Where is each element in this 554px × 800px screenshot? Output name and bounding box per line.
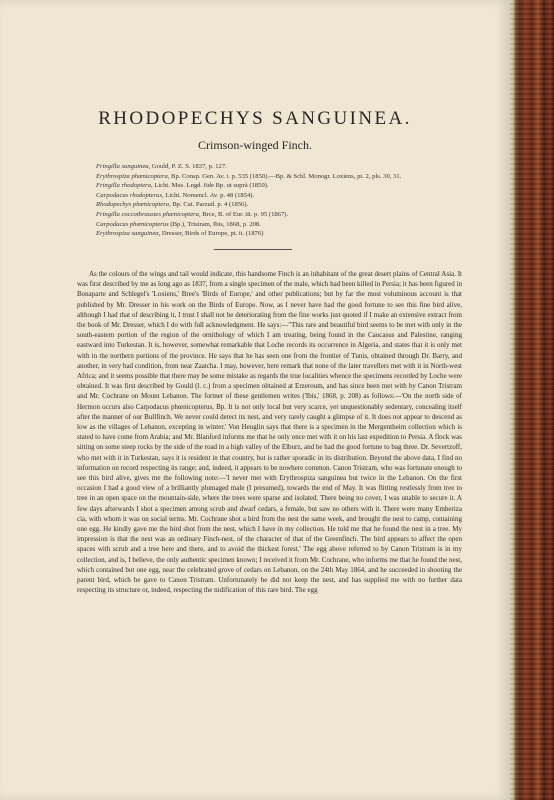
synonym-entry [96, 162, 496, 172]
synonym-entry [96, 181, 496, 191]
synonym-reference: , Dresser, Birds of Europe, pt. ii. (1876) [158, 230, 264, 238]
synonym-entry [96, 210, 496, 220]
synonym-name: Fringilla coccothraustes phœnicoptera [96, 210, 199, 218]
synonym-reference: , Brce, B. of Eur. iii. p. 95 (1867). [198, 210, 289, 218]
page-subtitle: Crimson-winged Finch. [198, 138, 312, 152]
book-binding-edge [510, 0, 554, 800]
synonym-reference: , Bp. Cat. Parzud. p. 4 (1856). [169, 201, 249, 209]
synonym-reference: (Bp.), Tristram, Ibis, 1868, p. 208. [168, 220, 261, 228]
synonym-reference: , Bp. Consp. Gen. Av. i. p. 535 (1850).—Bp. & Schl. Monogr. Loxiens, pt. 2, pls. 30, 31. [167, 172, 402, 180]
section-divider [214, 249, 292, 250]
synonym-name: Erythrospiza phœnicoptera [96, 172, 168, 180]
synonym-reference: , Gould, P. Z. S. 1837, p. 127. [148, 163, 227, 170]
body-paragraph: As the colours of the wings and tail would indicate, this handsome Finch is an inhabitant of the great desert plains of Central Asia. It was first described by me as long ago as 1837, from a single specimen of the male, which had been killed in Persia; it has been figured in Bonaparte and Schlegel's 'Loxiens,' Bree's 'Birds of Europe,' and other publications; but by far the most voluminous account is that published by Mr. Dresser in his work on the Birds of Europe. Now, as I never have had the good fortune to see this fine bird alive, although I had that of describing it, I trust I shall not be deteriorating from the fine works just quoted if I make an extensive extract from the book of Mr. Dresser, which I do with full acknowledgment. He says:—"This rare and beautiful bird seems to be met with only in the south-eastern portion of the region of the ornithology of which I am treating, being found in the Caucasus and Palestine, ranging eastward into Turkestan. It is, however, somewhat remarkable that Loche records its occurrence in Algeria, and states that it is only met with in the northern portions of the province. He says that he has seen one from the frontier of Tunis, obtained through Dr. Barry, and another, in very bad condition, from near Zaatcha. I may, however, here remark that none of the later travellers met with it in North-west Africa; and it seems possible that there may be some mistake as regards the true localities whence the specimens recorded by Loche were obtained. It was first described by Gould (l. c.) from a specimen obtained at Erzeroum, and has since been met with by Canon Tristram and Mr. Cochrane on Mount Lebanon. The former of these gentlemen writes ('Ibis,' 1868, p. 208) as follows:—'On the north side of Hermon occurs also Carpodacus phœnicopterus, Bp. It is not only local but very scarce, yet unquestionably sedentary, concealing itself after the manner of our Bullfinch. We never could detect its nest, and very rarely caught a glimpse of it. It does not appear to descend as low as the villages of Lebanon, excepting in winter.' Von Heuglin says that there is a specimen in the Mergentheim collection which is stated to have come from Arabia; and Mr. Blanford informs me that he only once met with it on his last expedition to Persia. A flock was sitting on some steep rocks by the side of the road in a high valley of the Elburz, and he had the good fortune to bag three. Dr. Severtzoff, who met with it in Turkestan, says it is resident in that country, but is rather sporadic in its distribution. Beyond the above data, I find no information on record respecting its range; and, indeed, it appears to be nowhere common. Canon Tristram, who was fortunate enough to see this bird alive, gives me the following note:—'I never met with Erythrospiza sanguinea but twice in the Lebanon. On the first occasion I had a good view of a brilliantly plumaged male (I presumed), towards the end of May. It was flitting restlessly from tree to tree in an open space on the mountain-side, where the trees were sparse and isolated. There being no cover, I was unable to secure it. A few days afterwards I shot a specimen among scrub and dwarf cedars, a female, but saw no others with it. There were many Emberiza cia, with whom it was on social terms. Mr. Cochrane shot a bird from the nest the same week, and brought the nest to camp, containing one egg. He kindly gave me the bird shot from the nest, which I have in my collection. He told me that he found the nest in a tree. My impression is that the nest was an ordinary Finch-nest, of the character of that of the Greenfinch. The bird appears to affect the open spaces with scrub and a tree here and there, and to avoid the thickest forest.' The egg above referred to by Canon Tristram is in my collection, and is, I believe, the only authentic specimen known; I received it from Mr. Cochrane, who informs me that he found the nest, which contained but one egg, near the celebrated grove of cedars on Lebanon, on the 24th May 1864, and he succeeded in shooting the parent bird, which he gave to Canon Tristram. Unfortunately he did not keep the nest, and has supplied me with no further data respecting its structure or, indeed, respecting the nidification of this rare bird. The egg [77, 270, 462, 595]
synonym-entry [96, 229, 496, 239]
body-text [77, 269, 462, 596]
synonym-reference: , Licht. Nomencl. Av. p. 48 (1854). [162, 191, 255, 199]
page-title: RHODOPECHYS SANGUINEA. [98, 108, 412, 129]
synonym-name: Rhodopechys phœnicoptera [96, 201, 170, 209]
synonym-entry [96, 220, 496, 230]
synonym-name: Fringilla sanguinea [96, 163, 149, 170]
synonym-name: Carpodacus phœnicopterus [96, 220, 169, 228]
synonym-entry [96, 200, 496, 210]
synonym-name: Fringilla rhodoptera [96, 182, 152, 190]
synonym-name: Carpodacus rhodopterus [96, 191, 163, 199]
synonym-reference: , Licht. Mus. Lngd. fide Bp. ut suprà (1850). [151, 182, 269, 190]
synonym-entry [96, 172, 496, 182]
synonym-entry [96, 191, 496, 201]
synonymy-list [96, 162, 496, 239]
synonym-name: Erythrospiza sanguinea [96, 230, 159, 238]
